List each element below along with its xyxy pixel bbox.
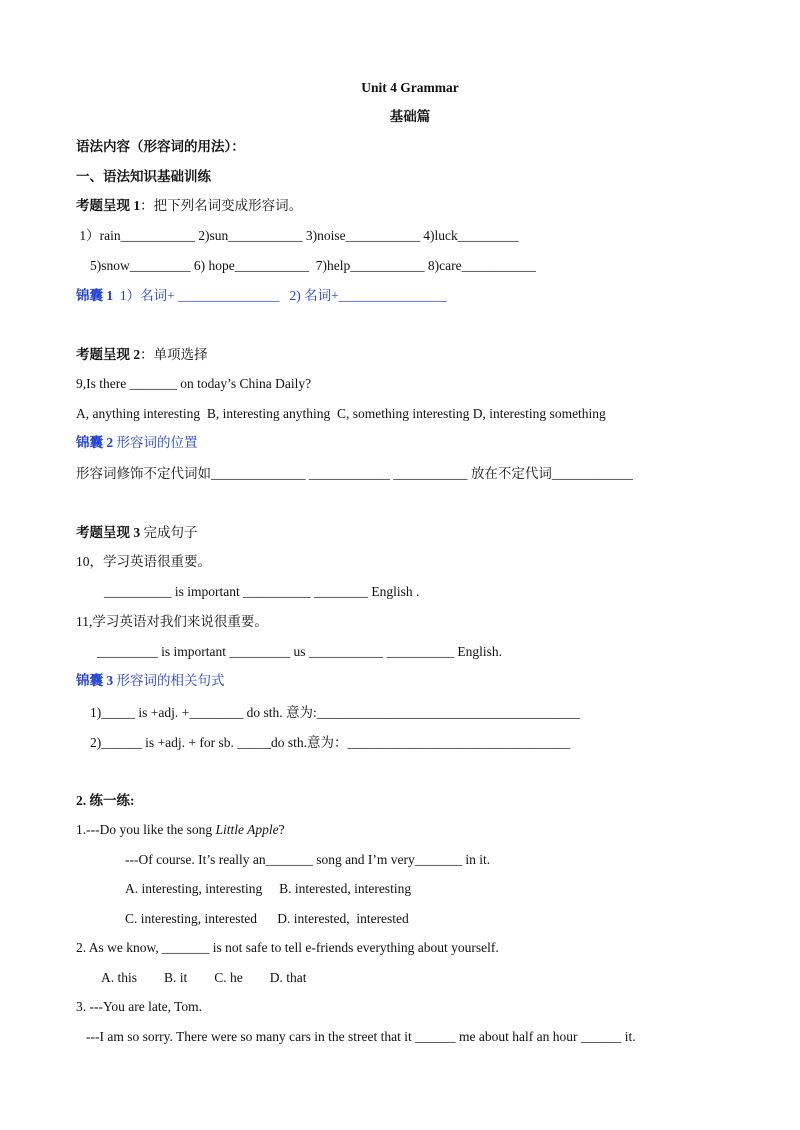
exercise-1 [76, 821, 285, 839]
task3-text: 完成句子 [143, 525, 198, 540]
tip1 [76, 287, 447, 305]
exercise-1-prefix: 1.---Do you like the song [76, 822, 216, 837]
task1-label: 考题呈现 1 [76, 198, 141, 213]
exercise-1-suffix: ? [278, 822, 285, 837]
exercise-3: 3. ---You are late, Tom. [76, 999, 203, 1014]
exercise-3-reply: ---I am so sorry. There were so many cars in the street that it ______ me about half an hour ______ it. [86, 1029, 636, 1044]
exercise-2: 2. As we know, _______ is not safe to tell e-friends everything about yourself. [76, 940, 499, 955]
tip1-label: 锦囊 1 [76, 288, 114, 303]
question-10: 10，学习英语很重要。 [76, 554, 211, 569]
question-11: 11,学习英语对我们来说很重要。 [76, 614, 268, 629]
tip2-label: 锦囊 2 [76, 435, 117, 450]
page-subtitle: 基础篇 [389, 109, 431, 124]
task2-text: ：单项选择 [140, 347, 208, 362]
question-9: 9,Is there _______ on today’s China Daily? [76, 376, 312, 391]
task1-text: ：把下列名词变成形容词。 [140, 198, 303, 213]
section1-heading: 一、语法知识基础训练 [76, 169, 211, 184]
exercise-2-options: A. this B. it C. he D. that [101, 970, 307, 985]
section2-heading: 2. 练一练: [76, 793, 135, 808]
question-10-answer: __________ is important __________ ________ English . [104, 584, 420, 599]
tip3-text: 形容词的相关句式 [116, 673, 225, 688]
exercise-1-reply: ---Of course. It’s really an_______ song and I’m very_______ in it. [125, 852, 491, 867]
task2-prompt [76, 346, 208, 364]
task3-label: 考题呈现 3 [76, 525, 144, 540]
tip3-line1: 1)_____ is +adj. +________ do sth. 意为:_______________________________________ [90, 705, 580, 720]
task3-prompt [76, 524, 198, 542]
task1-prompt [76, 197, 302, 215]
tip2 [76, 434, 198, 452]
tip3-line2: 2)______ is +adj. + for sb. _____do sth.意为：_________________________________ [90, 735, 571, 750]
tip3-label: 锦囊 3 [76, 673, 117, 688]
exercise-1-options-ab: A. interesting, interesting B. interested, interesting [125, 881, 412, 896]
exercise-1-song: Little Apple [215, 822, 279, 837]
tip2-text: 形容词的位置 [116, 435, 198, 450]
question-9-options: A, anything interesting B, interesting anything C, something interesting D, interesting something [76, 406, 606, 421]
exercise-1-options-cd: C. interesting, interested D. interested, interested [125, 911, 409, 926]
tip2-line: 形容词修饰不定代词如______________ ____________ ___________ 放在不定代词____________ [76, 466, 633, 481]
task2-label: 考题呈现 2 [76, 347, 141, 362]
tip1-text: 1）名词+ _______________ 2) 名词+________________ [113, 288, 447, 303]
question-11-answer: _________ is important _________ us ___________ __________ English. [97, 644, 502, 659]
content-heading: 语法内容（形容词的用法）： [76, 139, 245, 154]
page-title: Unit 4 Grammar [361, 80, 459, 95]
task1-line2: 5)snow_________ 6) hope___________ 7)help___________ 8)care___________ [90, 258, 536, 273]
task1-line1: 1）rain___________ 2)sun___________ 3)noise___________ 4)luck_________ [76, 228, 519, 243]
tip3 [76, 672, 225, 690]
